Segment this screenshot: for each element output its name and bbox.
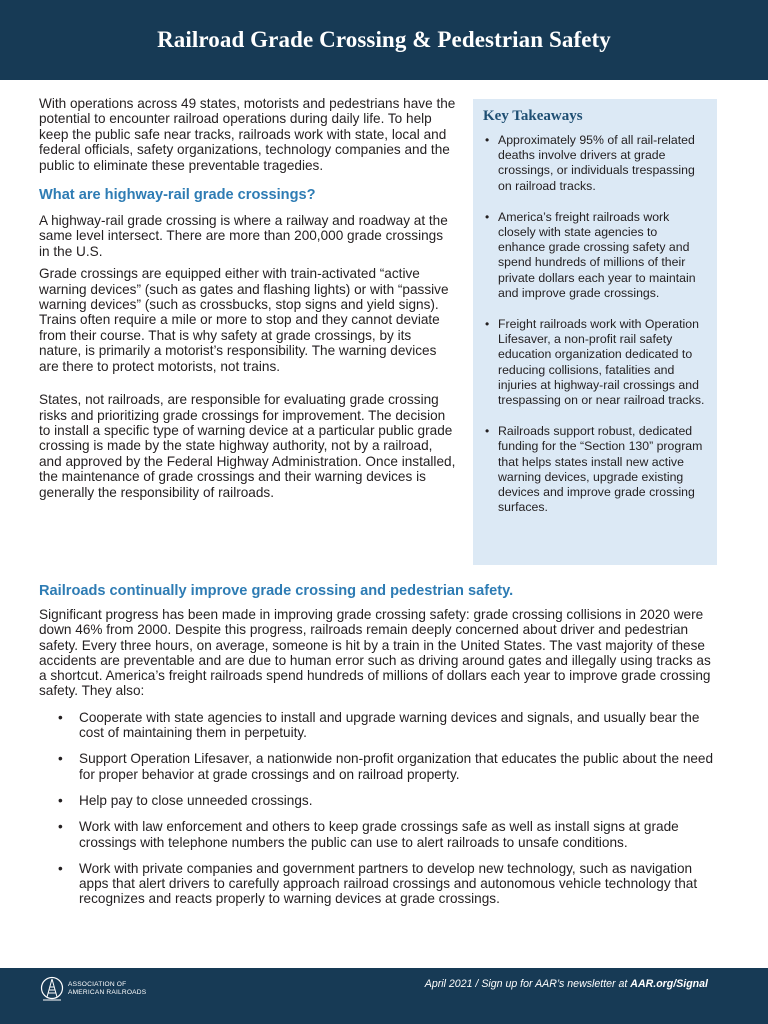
key-takeaways-box — [473, 99, 717, 565]
improvement-bullet: • Cooperate with state agencies to install and upgrade warning devices and signals, and usually bear the cost of maintaining them in perpetuity. — [39, 710, 719, 741]
logo-line-2: AMERICAN RAILROADS — [68, 989, 147, 996]
improvement-heading: Railroads continually improve grade crossing and pedestrian safety. — [39, 583, 514, 599]
improvement-section — [39, 583, 719, 918]
page-header — [0, 0, 768, 80]
improvement-paragraph: Significant progress has been made in improving grade crossing safety: grade crossing collisions in 2020 were down 46% from 2000. Despite this progress, railroads remain deeply concerned about driver and pedestrian safety. Every three hours, on average, someone is hit by a train in the United States. The vast majority of these accidents are preventable and are due to human error such as driving around gates and illegally using tracks as a shortcut. America’s freight railroads spend hundreds of millions of dollars each year to improve grade crossing safety. They also: — [39, 607, 711, 699]
page-footer — [0, 968, 768, 1024]
crossings-heading: What are highway-rail grade crossings? — [39, 187, 316, 204]
crossings-paragraph-2: Grade crossings are equipped either with train-activated “active warning devices” (such as gates and flashing lights) or with “passive warning devices” (such as crossbucks, stop signs and yield signs). Trains often require a mile or more to stop and they cannot deviate from their course. That is why safety at grade crossings, by its nature, is primarily a motorist’s responsibility. The warning devices are there to protect motorists, not trains. — [39, 266, 449, 374]
crossings-paragraph-3: States, not railroads, are responsible for evaluating grade crossing risks and prioritizing grade crossings for improvement. The decision to install a specific type of warning device at a particular public grade crossing is made by the state highway authority, not by a railroad, and approved by the Federal Highway Administration. Once installed, the maintenance of grade crossings and their warning devices is generally the responsibility of railroads. — [39, 392, 456, 500]
aar-logo — [40, 976, 146, 1002]
key-takeaways-list — [483, 133, 706, 515]
intro-paragraph: With operations across 49 states, motorists and pedestrians have the potential to encounter railroad operations during daily life. To help keep the public safe near tracks, railroads work with state, local and federal officials, safety organizations, technology companies and the public to eliminate these preventable tragedies. — [39, 96, 456, 173]
improvement-list — [39, 710, 719, 907]
crossings-paragraph-1: A highway-rail grade crossing is where a railway and roadway at the same level intersect. There are more than 200,000 grade crossings in the U.S. — [39, 213, 448, 259]
logo-line-1: ASSOCIATION OF — [68, 981, 127, 988]
key-takeaways-title: Key Takeaways — [483, 108, 583, 124]
footer-note-text: April 2021 / Sign up for AAR’s newsletter at — [424, 978, 631, 990]
improvement-bullet: • Help pay to close unneeded crossings. — [39, 793, 719, 808]
takeaway-item: • Freight railroads work with Operation Lifesaver, a non-profit rail safety education organization dedicated to reducing collisions, fatalities and injuries at highway-rail crossings and trespassing on or near railroad tracks. — [483, 317, 706, 408]
intro-column — [39, 96, 457, 507]
takeaway-item: • Railroads support robust, dedicated funding for the “Section 130” program that helps states install new active warning devices, upgrade existing devices and improve grade crossing surfaces. — [483, 424, 706, 515]
railroad-logo-icon — [40, 976, 64, 1002]
improvement-bullet: • Work with law enforcement and others to keep grade crossings safe as well as install signs at grade crossings with telephone numbers the public can use to alert railroads to unsafe conditions. — [39, 819, 719, 850]
page-title: Railroad Grade Crossing & Pedestrian Safety — [157, 27, 611, 52]
logo-text — [68, 981, 146, 997]
takeaway-item: • America’s freight railroads work closely with state agencies to enhance grade crossing safety and spend hundreds of millions of their private dollars each year to maintain and improve grade crossings. — [483, 210, 706, 301]
improvement-bullet: • Support Operation Lifesaver, a nationwide non-profit organization that educates the public about the need for proper behavior at grade crossings and on railroad property. — [39, 751, 719, 782]
footer-note — [425, 978, 708, 990]
improvement-bullet: • Work with private companies and government partners to develop new technology, such as navigation apps that alert drivers to carefully approach railroad crossings and autonomous vehicle technology that recognizes and reacts properly to warning devices at grade crossings. — [39, 861, 719, 907]
takeaway-item: • Approximately 95% of all rail-related deaths involve drivers at grade crossings, or individuals trespassing on railroad tracks. — [483, 133, 706, 194]
newsletter-link[interactable]: AAR.org/Signal — [630, 978, 708, 990]
